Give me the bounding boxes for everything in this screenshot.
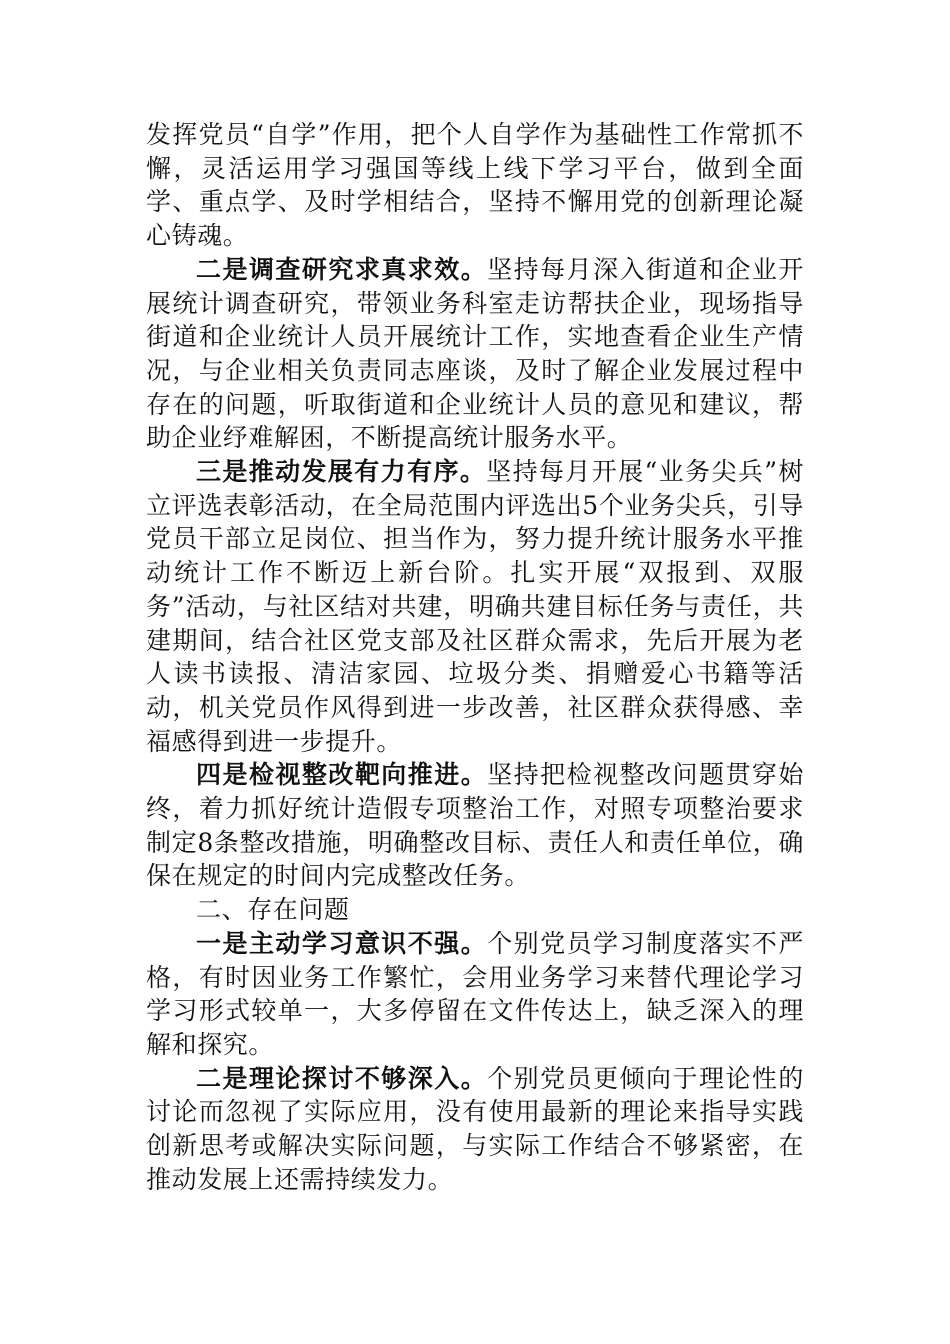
paragraph-text: 坚持每月深入街道和企业开展统计调查研究，带领业务科室走访帮扶企业，现场指导街道和企业统计人员开展统计工作，实地查看企业生产情况，与企业相关负责同志座谈，及时了解企业发展过程中存在的问题，听取街道和企业统计人员的意见和建议，帮助企业纾难解困，不断提高统计服务水平。 [146,254,804,453]
paragraph-text: 坚持每月开展“业务尖兵”树立评选表彰活动，在全局范围内评选出5个业务尖兵，引导党员干部立足岗位、担当作为，努力提升统计服务水平推动统计工作不断迈上新台阶。扎实开展“双报到、双服务”活动，与社区结对共建，明确共建目标任务与责任，共建期间，结合社区党支部及社区群众需求，先后开展为老人读书读报、清洁家园、垃圾分类、捐赠爱心书籍等活动，机关党员作风得到进一步改善，社区群众获得感、幸福感得到进一步提升。 [146,457,804,756]
paragraph-development [146,455,804,758]
paragraph-text: 坚持把检视整改问题贯穿始终，着力抓好统计造假专项整治工作，对照专项整治要求制定8条整改措施，明确整改目标、责任人和责任单位，确保在规定的时间内完成整改任务。 [146,760,804,891]
paragraph-text: 个别党员学习制度落实不严格，有时因业务工作繁忙，会用业务学习来替代理论学习学习形式较单一，大多停留在文件传达上，缺乏深入的理解和探究。 [146,928,804,1059]
paragraph-research [146,253,804,455]
paragraph-problem-theory [146,1062,804,1197]
paragraph-rectification [146,758,804,893]
paragraph-lead: 二是调查研究求真求效。 [196,254,488,284]
paragraph-text: 发挥党员“自学”作用，把个人自学作为基础性工作常抓不懈，灵活运用学习强国等线上线下学习平台，做到全面学、重点学、及时学相结合，坚持不懈用党的创新理论凝心铸魂。 [146,120,804,251]
paragraph-intro [146,118,804,253]
paragraph-text: 个别党员更倾向于理论性的讨论而忽视了实际应用，没有使用最新的理论来指导实践创新思考或解决实际问题，与实际工作结合不够紧密，在推动发展上还需持续发力。 [146,1063,804,1194]
paragraph-lead: 四是检视整改靶向推进。 [196,760,488,790]
paragraph-lead: 二是理论探讨不够深入。 [196,1063,488,1093]
paragraph-lead: 一是主动学习意识不强。 [196,928,488,958]
paragraph-problem-learning [146,927,804,1062]
paragraph-lead: 三是推动发展有力有序。 [196,457,487,487]
section-heading-problems: 二、存在问题 [196,895,350,925]
document-page [146,118,804,1197]
